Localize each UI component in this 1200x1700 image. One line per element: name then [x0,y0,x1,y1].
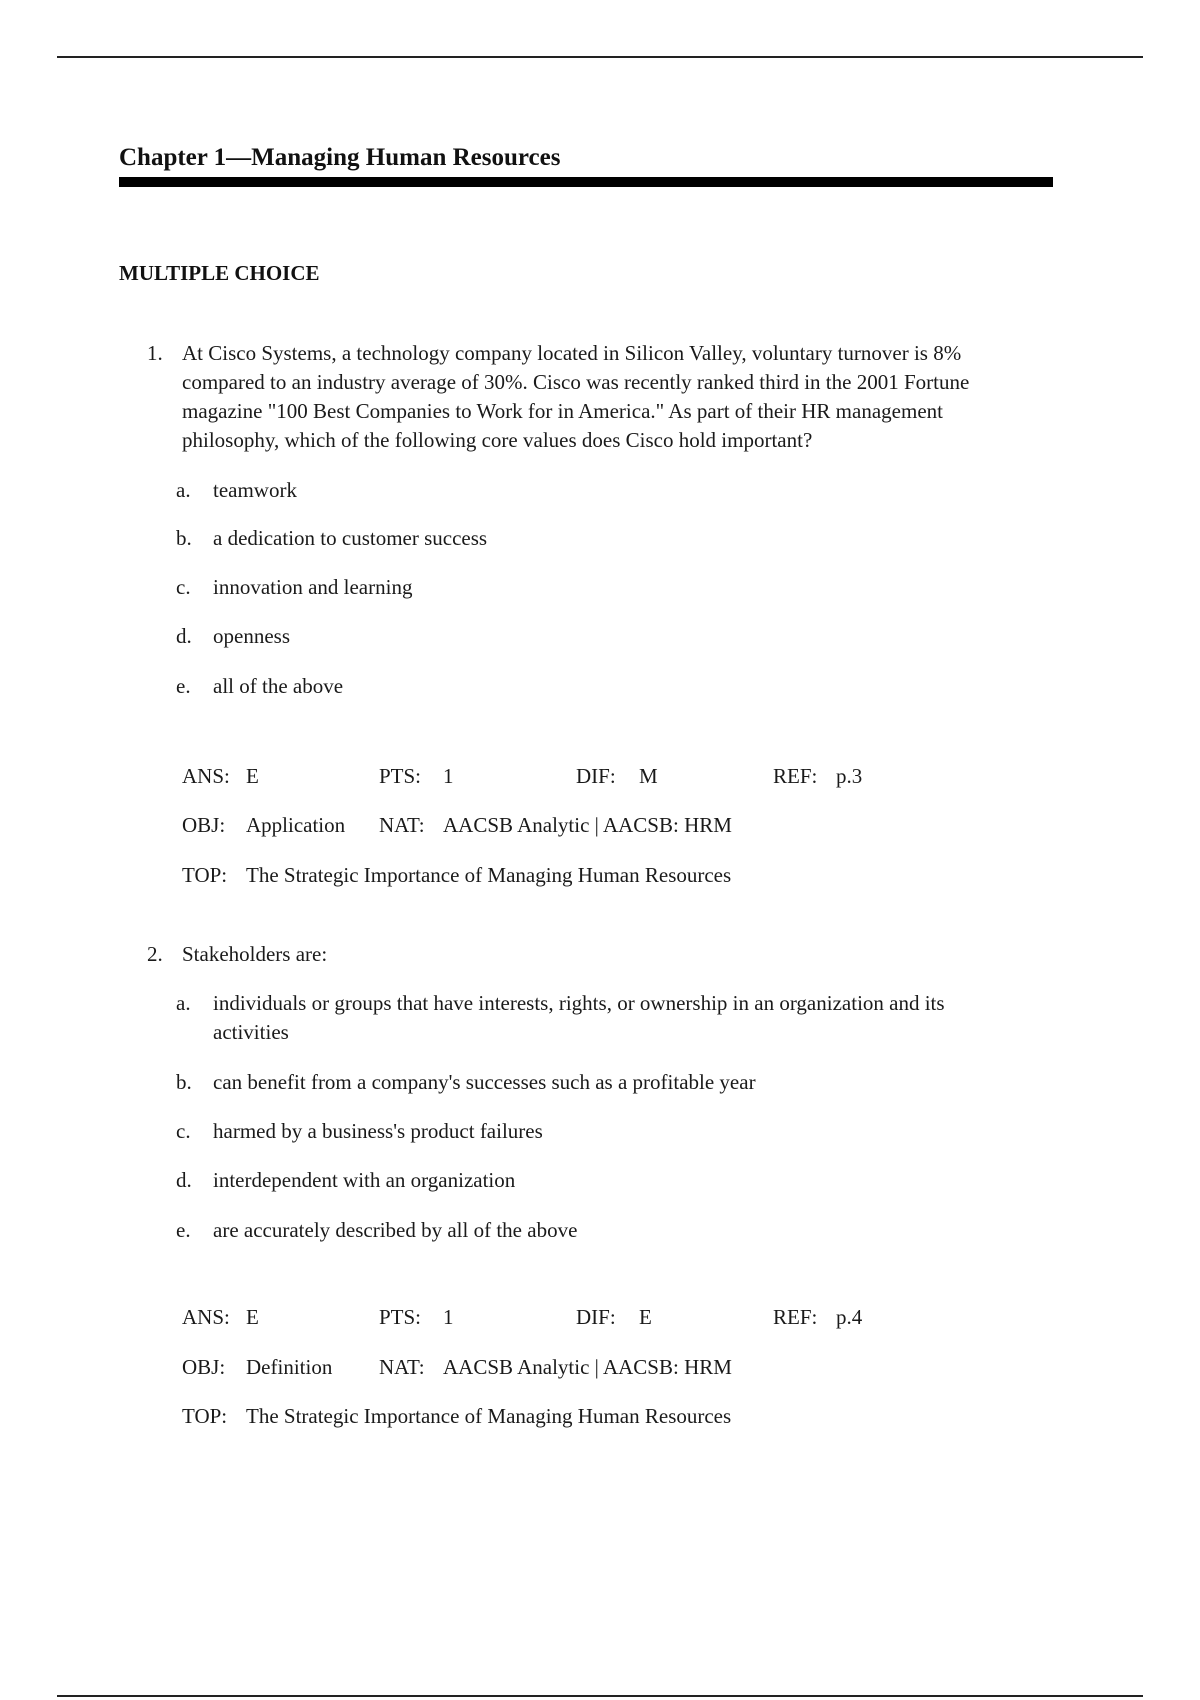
ans-label: ANS: [182,764,230,788]
ref-label: REF: [773,1305,818,1329]
nat-label: NAT: [379,1355,425,1379]
ans-value: E [246,764,259,788]
option-letter: c. [176,575,191,599]
option-letter: e. [176,674,191,698]
page-top-rule [57,56,1143,58]
option-letter: b. [176,1070,192,1094]
chapter-title: Chapter 1—Managing Human Resources [119,144,561,171]
option-text: can benefit from a company's successes such as a profitable year [213,1070,756,1094]
option-text: are accurately described by all of the above [213,1218,578,1242]
option-letter: d. [176,1168,192,1192]
section-heading: MULTIPLE CHOICE [119,261,320,285]
option-letter: a. [176,478,191,502]
option-text: interdependent with an organization [213,1168,516,1192]
ref-label: REF: [773,764,818,788]
dif-label: DIF: [576,764,616,788]
top-label: TOP: [182,863,228,887]
ref-value: p.3 [836,764,863,788]
option-text: innovation and learning [213,575,413,599]
pts-value: 1 [443,764,454,788]
ref-value: p.4 [836,1305,863,1329]
top-value: The Strategic Importance of Managing Human Resources [246,1404,732,1428]
question-number: 2. [147,942,163,966]
option-letter: d. [176,624,192,648]
option-text: individuals or groups that have interests, rights, or ownership in an organization and its activities [213,991,945,1044]
ans-value: E [246,1305,259,1329]
option-letter: a. [176,991,191,1015]
obj-label: OBJ: [182,813,226,837]
obj-value: Definition [246,1355,333,1379]
page-bottom-rule [57,1695,1143,1697]
ans-label: ANS: [182,1305,230,1329]
option-letter: c. [176,1119,191,1143]
option-text: all of the above [213,674,344,698]
dif-value: E [639,1305,652,1329]
option-letter: b. [176,526,192,550]
chapter-title-underline-bar [119,177,1053,187]
top-label: TOP: [182,1404,228,1428]
question-text: Stakeholders are: [182,942,328,966]
option-text: openness [213,624,290,648]
nat-label: NAT: [379,813,425,837]
option-text: harmed by a business's product failures [213,1119,543,1143]
nat-value: AACSB Analytic | AACSB: HRM [443,813,732,837]
obj-label: OBJ: [182,1355,226,1379]
pts-label: PTS: [379,1305,422,1329]
option-text: a dedication to customer success [213,526,488,550]
question-text: At Cisco Systems, a technology company located in Silicon Valley, voluntary turnover is 8% compared to an industry average of 30%. Cisco was recently ranked third in the 2001 Fortune magazine "100 Best Companies to Work for in America." As part of their HR management philosophy, which of the following core values does Cisco hold important? [182,341,970,452]
dif-label: DIF: [576,1305,616,1329]
nat-value: AACSB Analytic | AACSB: HRM [443,1355,732,1379]
top-value: The Strategic Importance of Managing Human Resources [246,863,732,887]
option-letter: e. [176,1218,191,1242]
pts-label: PTS: [379,764,422,788]
question-number: 1. [147,341,163,365]
pts-value: 1 [443,1305,454,1329]
option-text: teamwork [213,478,297,502]
dif-value: M [639,764,658,788]
obj-value: Application [246,813,346,837]
